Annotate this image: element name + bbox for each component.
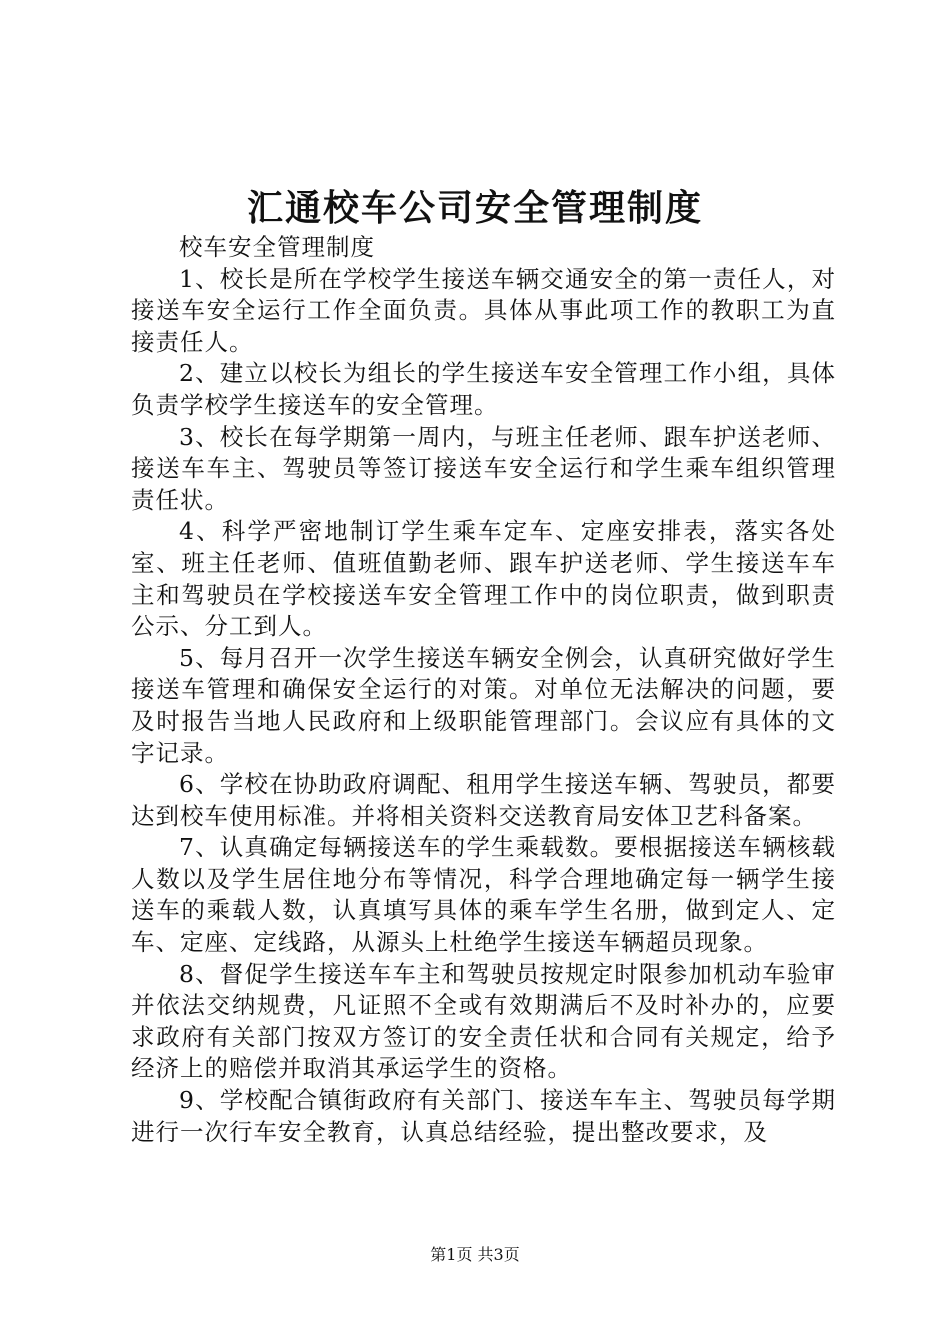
page-footer: 第1页 共3页 <box>430 1245 520 1264</box>
paragraph-item-3: 3、校长在每学期第一周内，与班主任老师、跟车护送老师、接送车车主、驾驶员等签订接送车安全运行和学生乘车组织管理责任状。 <box>131 422 836 514</box>
paragraph-subtitle: 校车安全管理制度 <box>179 233 375 261</box>
paragraph-item-7: 7、认真确定每辆接送车的学生乘载数。要根据接送车辆核载人数以及学生居住地分布等情况，科学合理地确定每一辆学生接送车的乘载人数，认真填写具体的乘车学生名册，做到定人、定车、定座、定线路，从源头上杜绝学生接送车辆超员现象。 <box>131 833 836 957</box>
paragraph-item-6: 6、学校在协助政府调配、租用学生接送车辆、驾驶员，都要达到校车使用标准。并将相关资料交送教育局安体卫艺科备案。 <box>131 770 836 830</box>
paragraph-item-8: 8、督促学生接送车车主和驾驶员按规定时限参加机动车验审并依法交纳规费，凡证照不全或有效期满后不及时补办的，应要求政府有关部门按双方签订的安全责任状和合同有关规定，给予经济上的赔偿并取消其承运学生的资格。 <box>131 959 836 1083</box>
paragraph-item-4: 4、科学严密地制订学生乘车定车、定座安排表，落实各处室、班主任老师、值班值勤老师、跟车护送老师、学生接送车车主和驾驶员在学校接送车安全管理工作中的岗位职责，做到职责公示、分工到人。 <box>131 517 836 641</box>
paragraph-item-1: 1、校长是所在学校学生接送车辆交通安全的第一责任人，对接送车安全运行工作全面负责。具体从事此项工作的教职工为直接责任人。 <box>131 264 836 356</box>
document-title: 汇通校车公司安全管理制度 <box>246 187 703 229</box>
document-body <box>131 232 836 1148</box>
paragraph-item-9: 9、学校配合镇街政府有关部门、接送车车主、驾驶员每学期进行一次行车安全教育，认真总结经验，提出整改要求，及 <box>131 1086 836 1146</box>
paragraph-item-5: 5、每月召开一次学生接送车辆安全例会，认真研究做好学生接送车管理和确保安全运行的对策。对单位无法解决的问题，要及时报告当地人民政府和上级职能管理部门。会议应有具体的文字记录。 <box>131 643 836 767</box>
paragraph-item-2: 2、建立以校长为组长的学生接送车安全管理工作小组，具体负责学校学生接送车的安全管理。 <box>131 359 836 419</box>
